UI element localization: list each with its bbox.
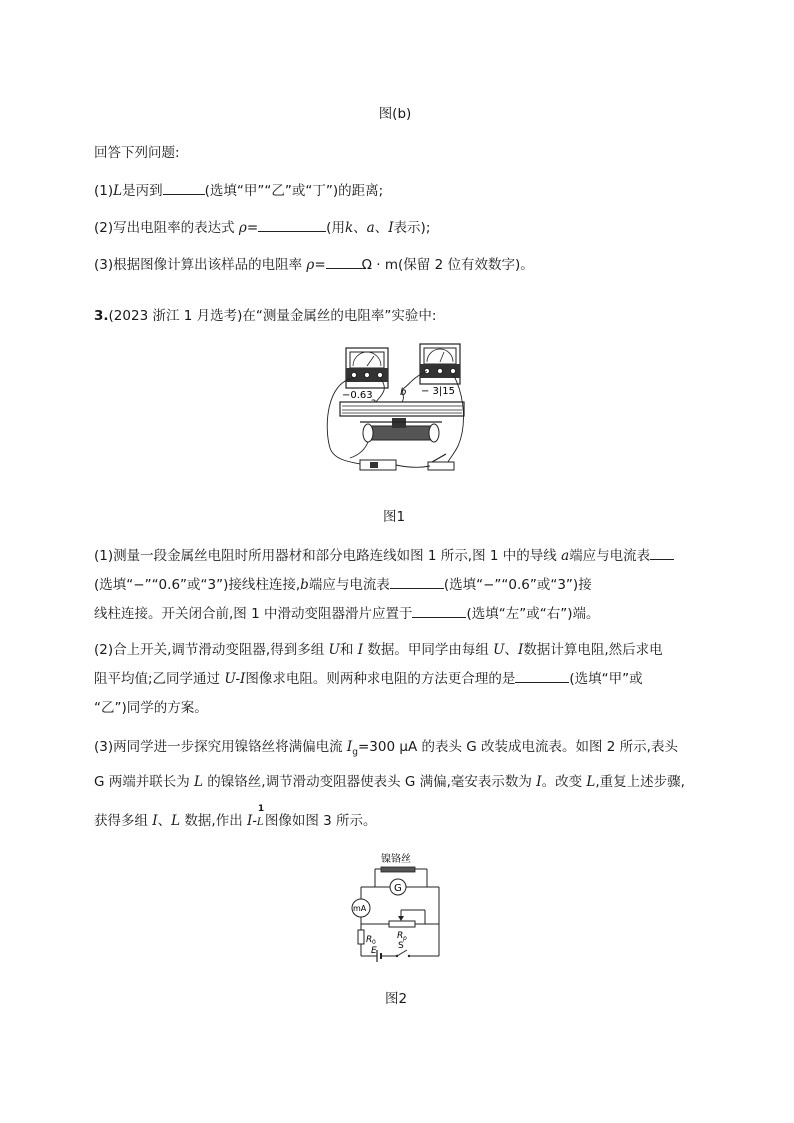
wire-b-label: b xyxy=(400,387,407,398)
figure-b-caption: 图(b) xyxy=(378,106,412,122)
one-over-L-fraction: 1 L xyxy=(256,803,265,828)
figure-2-caption: 图2 xyxy=(384,991,408,1007)
q3-part3: (3)两同学进一步探究用镍铬丝将满偏电流 $I_g=300$ μA 的表头 G 改装成电流表。如图 2 所示,表头 G 两端并联长为 L 的镍铬丝,调节滑动变阻器使表头 G 满偏,毫安表示数为 I。改变 L,重复上述步骤, 获得多组 I、L 数据,作出 I- 1 L图像如图 3 所示。 xyxy=(94,733,704,837)
voltmeter-drawing xyxy=(420,344,460,384)
q3-part2: (2)合上开关,调节滑动变阻器,得到多组 U和 I 数据。甲同学由每组 U、I数据计算电阻,然后求电 阻平均值;乙同学通过 U-I图像求电阻。则两种求电阻的方法更合理的是 (选填“甲”或 “乙”)同学的方案。 xyxy=(94,642,663,716)
nichrome-wire-label: 镍铬丝 xyxy=(381,854,411,865)
svg-text:R: R xyxy=(366,935,373,945)
q2-part1: (1)L是丙到 (选填“甲”“乙”或“丁”)的距离; xyxy=(94,177,704,206)
answer-blank[interactable] xyxy=(650,545,674,560)
svg-text:E: E xyxy=(371,946,377,956)
voltmeter-terminal-label: − 3|15 xyxy=(421,386,456,397)
q3-header: 3.(2023 浙江 1 月选考)在“测量金属丝的电阻率”实验中: xyxy=(94,308,437,324)
nichrome-wire-drawing xyxy=(381,867,415,872)
q2-intro: 回答下列问题: xyxy=(94,145,180,161)
wire-board-drawing xyxy=(340,402,464,416)
q2-part3: (3)根据图像计算出该样品的电阻率 ρ= Ω · m(保留 2 位有效数字)。 xyxy=(94,251,704,280)
answer-blank[interactable] xyxy=(258,217,326,232)
svg-text:R: R xyxy=(397,931,404,941)
rheostat-symbol xyxy=(389,921,415,927)
switch-drawing xyxy=(428,462,454,470)
rheostat-drawing xyxy=(360,418,442,442)
q2-section xyxy=(94,139,704,280)
svg-text:0: 0 xyxy=(372,939,376,946)
svg-text:p: p xyxy=(403,935,407,942)
milliammeter-label: mA xyxy=(353,904,367,913)
answer-blank[interactable] xyxy=(163,180,205,195)
answer-blank[interactable] xyxy=(390,574,444,589)
ammeter-drawing xyxy=(346,348,388,388)
q2-part2: (2)写出电阻率的表达式 ρ= (用k、a、I表示); xyxy=(94,214,704,243)
q3-part1: (1)测量一段金属丝电阻时所用器材和部分电路连线如图 1 所示,图 1 中的导线 a端应与电流表 (选填“−”“0.6”或“3”)接线柱连接,b端应与电流表 (选填“−”“0.6”或“3”)接 线柱连接。开关闭合前,图 1 中滑动变阻器滑片应置于 (选填“左”或“右”)端。 xyxy=(94,542,704,629)
figure-1-apparatus xyxy=(320,338,470,488)
answer-blank[interactable] xyxy=(412,603,466,618)
answer-blank[interactable] xyxy=(515,668,569,683)
ammeter-terminal-label: −0.63 xyxy=(342,390,373,401)
svg-text:S: S xyxy=(398,941,404,951)
figure-2-circuit xyxy=(345,850,450,965)
resistor-r0-symbol xyxy=(358,930,364,944)
figure-1-caption: 图1 xyxy=(382,509,406,525)
galvanometer-label: G xyxy=(394,883,402,894)
answer-blank[interactable] xyxy=(326,254,362,269)
